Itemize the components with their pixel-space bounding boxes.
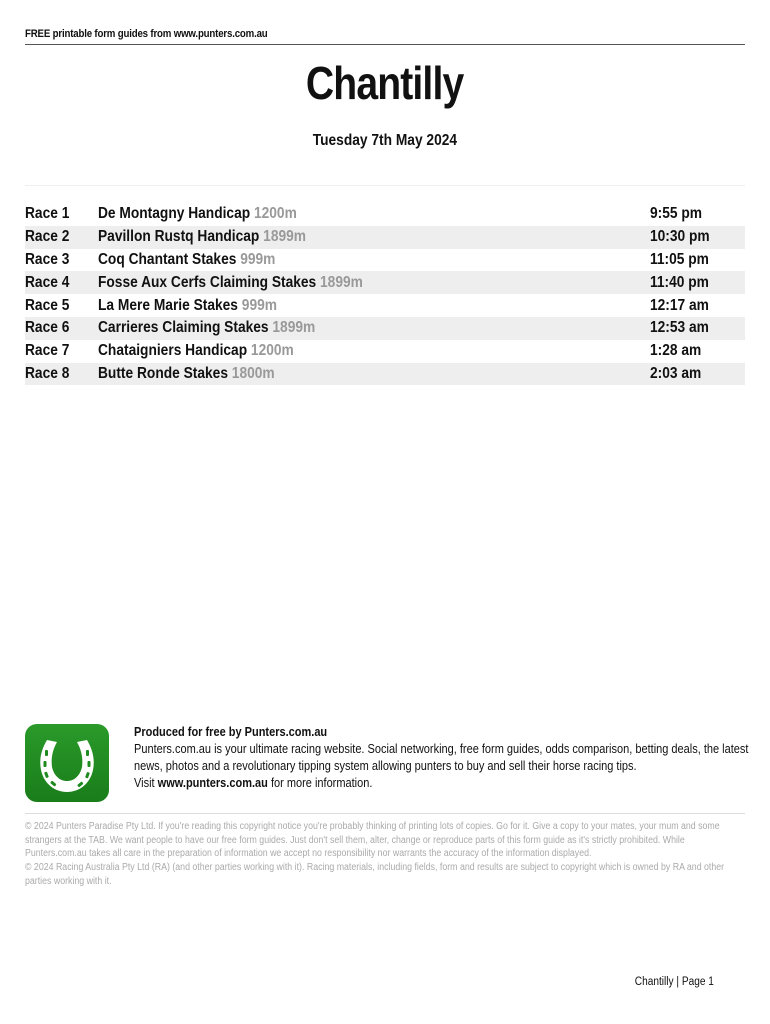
race-number: Race 4 xyxy=(25,273,70,291)
race-name: La Mere Marie Stakes xyxy=(98,296,238,314)
race-row-3[interactable] xyxy=(25,249,745,272)
race-title xyxy=(98,251,650,269)
race-title xyxy=(98,274,650,292)
horseshoe-icon xyxy=(25,724,109,802)
punters-logo xyxy=(25,724,109,802)
race-row-1[interactable] xyxy=(25,203,745,226)
promo-text xyxy=(134,724,754,792)
punters-link[interactable]: www.punters.com.au xyxy=(157,776,268,790)
race-distance: 1200m xyxy=(253,205,297,223)
race-row-8[interactable] xyxy=(25,363,745,386)
legal-notice xyxy=(25,820,747,889)
promo-heading: Produced for free by Punters.com.au xyxy=(134,725,328,739)
race-name: Butte Ronde Stakes xyxy=(98,364,228,382)
race-distance: 999m xyxy=(240,250,276,268)
race-time: 2:03 am xyxy=(650,364,702,382)
race-distance: 1899m xyxy=(263,228,307,246)
title-divider xyxy=(25,185,745,186)
race-row-2[interactable] xyxy=(25,226,745,249)
race-title xyxy=(98,228,650,246)
legal-punters: © 2024 Punters Paradise Pty Ltd. If you're reading this copyright notice you're probably thinking of printing lots of copies. Go for it. Give a copy to your mates, your mum and some strangers at the TAB. We want people to have our free form guides. Just don't sell them, alter, change or reproduce parts of this form guide as it's strictly prohibited. While Punters.com.au takes all care in the preparation of information we accept no responsibility nor warrants the accuracy of the information displayed. xyxy=(25,821,720,860)
header-divider xyxy=(25,44,745,45)
page-footer xyxy=(624,976,714,988)
race-list xyxy=(25,203,745,385)
venue-title xyxy=(0,56,770,110)
race-title xyxy=(98,342,650,360)
race-title xyxy=(98,205,650,223)
race-row-5[interactable] xyxy=(25,294,745,317)
race-name: De Montagny Handicap xyxy=(98,205,251,223)
race-number: Race 3 xyxy=(25,250,70,268)
race-time: 1:28 am xyxy=(650,342,702,360)
race-title xyxy=(98,297,650,315)
race-time: 12:53 am xyxy=(650,319,709,337)
race-row-4[interactable] xyxy=(25,271,745,294)
race-distance: 1200m xyxy=(250,342,294,360)
promo-body: Punters.com.au is your ultimate racing website. Social networking, free form guides, odds comparison, betting deals, the latest news, photos and a revolutionary tipping system allowing punters to buy and sell their horse racing tips. xyxy=(134,742,749,773)
race-title xyxy=(98,365,650,383)
race-name: Chataigniers Handicap xyxy=(98,342,248,360)
race-distance: 1899m xyxy=(272,319,316,337)
legal-racing-australia: © 2024 Racing Australia Pty Ltd (RA) (and other parties working with it). Racing materials, including fields, form and results are subject to copyright which is owned by RA and other parties working with it. xyxy=(25,862,725,887)
race-number: Race 1 xyxy=(25,205,70,223)
race-number: Race 6 xyxy=(25,319,70,337)
race-name: Pavillon Rustq Handicap xyxy=(98,228,260,246)
race-number: Race 2 xyxy=(25,228,70,246)
race-number: Race 5 xyxy=(25,296,70,314)
race-distance: 1899m xyxy=(320,273,363,291)
legal-divider xyxy=(25,813,745,814)
race-time: 9:55 pm xyxy=(650,205,703,223)
race-distance: 1800m xyxy=(231,364,275,382)
race-distance: 999m xyxy=(241,296,277,314)
header-tagline: FREE printable form guides from www.punters.com.au xyxy=(25,28,268,40)
page-label: Chantilly | Page 1 xyxy=(634,976,714,988)
meeting-date-text: Tuesday 7th May 2024 xyxy=(312,132,458,149)
meeting-date xyxy=(0,132,770,150)
venue-title-text: Chantilly xyxy=(306,57,464,109)
promo-visit: Visit www.punters.com.au for more information. xyxy=(134,776,373,790)
race-name: Coq Chantant Stakes xyxy=(98,250,237,268)
race-row-6[interactable] xyxy=(25,317,745,340)
race-row-7[interactable] xyxy=(25,340,745,363)
race-number: Race 7 xyxy=(25,342,70,360)
race-time: 12:17 am xyxy=(650,296,709,314)
race-time: 10:30 pm xyxy=(650,228,710,246)
race-name: Fosse Aux Cerfs Claiming Stakes xyxy=(98,273,317,291)
race-name: Carrieres Claiming Stakes xyxy=(98,319,269,337)
race-title xyxy=(98,319,650,337)
race-number: Race 8 xyxy=(25,364,70,382)
race-time: 11:05 pm xyxy=(650,250,709,268)
race-time: 11:40 pm xyxy=(650,273,709,291)
